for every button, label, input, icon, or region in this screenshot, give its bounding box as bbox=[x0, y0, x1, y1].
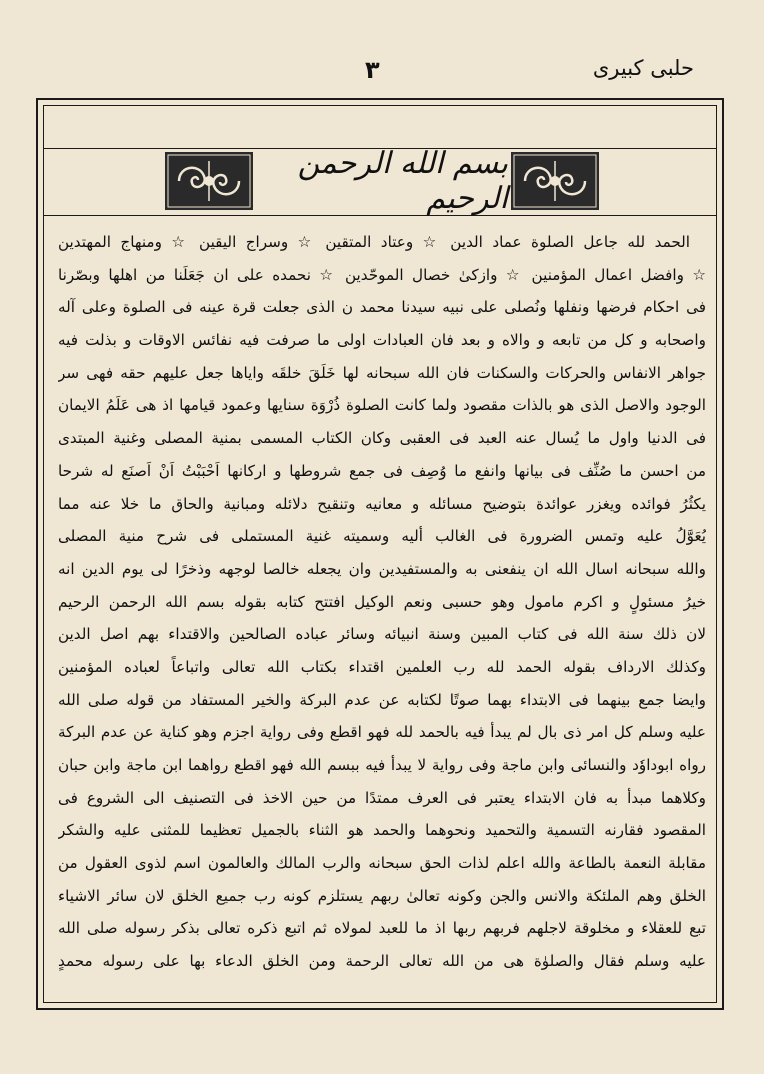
text-line: مقابلة النعمة بالطاعة والله اعلم لذات الحق سبحانه والرب المالك والعالمون اسم لذوى العقول من bbox=[58, 854, 706, 873]
text-line: من احسن ما صُنِّف فى بيانها وانفع ما وُصِف فى جمع شروطها و اركانها اَحْبَبْتُ اَنْ اَصنَع له شرحا bbox=[58, 461, 706, 480]
running-title: حلبی کبیری bbox=[592, 56, 694, 80]
text-line: وكلاهما مبدأ به فان الابتداء يعتبر فى العرف ممتدًا من حين الاخذ فى التصنيف الى الشروع فى bbox=[58, 788, 706, 807]
text-line: يكثُرُ فوائده ويغزر عوائدة بتوضيح مسائله و معانيه وتنقيح دلائله ومبانية والحاق ما خلا عنه مما bbox=[58, 494, 706, 513]
basmala-calligraphy: بسم الله الرحمن الرحيم bbox=[297, 146, 508, 216]
text-line: وكذلك الارداف بقوله الحمد لله رب العلمين اقتداء بكتاب الله تعالى واتباعاً لعباده المؤمنين bbox=[58, 657, 706, 676]
text-line: وايضا جمع بينهما فى الابتداء بهما صوتًا لكتابه عن عدم البركة والخير المستفاد من قوله صلى الله bbox=[58, 690, 706, 709]
text-line: جواهر الانفاس والحركات والسكنات فان الله سبحانه لها خَلَقَ خلقَه واياها جعل عليهم حقه فهى سر bbox=[58, 363, 706, 382]
text-line: عليه وسلم فقال والصلوٰة هى من الله تعالى الرحمة ومن الخلق الدعاء بها على رسوله محمدٍ bbox=[58, 952, 706, 971]
text-line: والله سبحانه اسال الله ان ينفعنى به والمستفيدين وان يجعله خالصا لوجهه وذخرًا لى يوم الدين انه bbox=[58, 559, 706, 578]
text-line: الحمد لله جاعل الصلوة عماد الدين ☆ وعتاد المتقين ☆ وسراج اليقين ☆ ومنهاج المهتدين bbox=[58, 233, 690, 251]
text-line: رواه ابوداوٗد والنسائى وابن ماجة وفى رواية لا يبدأ فيه ببسم الله فهو اقطع رواهما ابن ماجة وابن حبان bbox=[58, 756, 706, 774]
text-line: واصحابه و كل من تابعه و والاه و بعد فان العبادات اولى ما صرفت فيه نفائس الاوقات و بذلت فيه bbox=[58, 331, 706, 350]
text-line: فى احكام فرضها ونفلها ونُصلى على نبيه سيدنا محمد ن الذى جعلت قرة عينه فى الصلوة وعلى آله bbox=[58, 298, 706, 317]
text-line: عليه وسلم كل امر ذى بال لم يبدأ فيه بالحمد لله فهو اقطع وفى رواية اجزم وهو كناية عن عدم البركة bbox=[58, 723, 706, 742]
text-line: لان ذلك سنة الله فى كتاب المبين وسنة انبيائه وسائر عباده الصالحين والاقتداء بهم اصل الدين bbox=[58, 625, 706, 644]
text-line: الوجود والاصل الذى هو بالذات مقصود ولما كانت الصلوة ذُرْوَة سنايها وعمود قيامها اذ هى عَلَمُ الايمان bbox=[58, 396, 706, 415]
text-line: الخلق وهم الملئكة والانس والجن وكونه تعالىٰ ربهم يستلزم كونه رب جميع الخلق لان سائر الاشياء bbox=[58, 886, 706, 905]
text-line: خيرُ مسئولٍ و اكرم مامول وهو حسبى ونعم الوكيل افتتح كتابه بقوله بسم الله الرحمن الرحيم bbox=[58, 592, 706, 611]
page-number: ٣ bbox=[365, 56, 380, 84]
left-arabesque-ornament bbox=[164, 151, 254, 211]
text-line: تبع للعقلاء و مخلوقة لاجلهم فربهم ربها اذ ما للعبد لمولاه ثم اتبع ذكره تعالى بذكر رسوله صلى الله bbox=[58, 919, 706, 938]
text-line: يُعَوَّلُ عليه وتمس الضرورة فى الغالب أليه وسميته غنية المستملى فى شرح منية المصلى bbox=[58, 527, 706, 546]
right-arabesque-ornament bbox=[510, 151, 600, 211]
text-line: المقصود فقارنه التسمية والتحميد ونحوهما والحمد هو الثناء بالجميل تعظيما للمثنى عليه والشكر bbox=[58, 821, 706, 840]
text-line: ☆ وافضل اعمال المؤمنين ☆ وازكىٰ خصال الموحّدين ☆ نحمده على ان جَعَلَنا من اهلها وبصّرنا bbox=[58, 265, 706, 284]
body-text bbox=[58, 226, 706, 978]
text-line: فى الدنيا واول ما يُسال عنه العبد فى العقبى وكان الكتاب المسمى بمنية المصلى وغنية المبتدى bbox=[58, 429, 706, 448]
